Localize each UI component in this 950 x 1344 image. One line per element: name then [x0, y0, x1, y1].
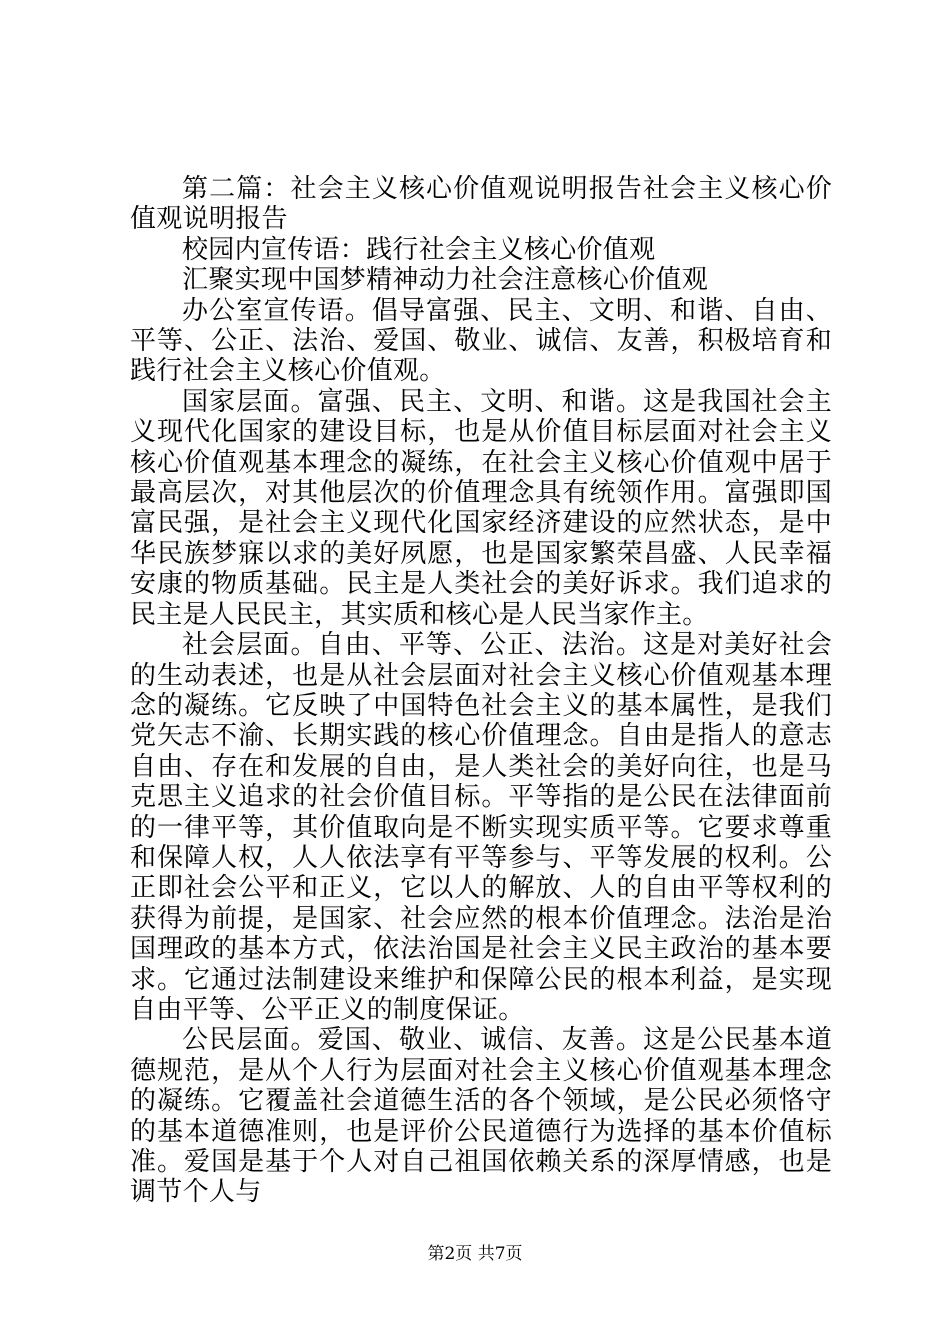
document-body [130, 174, 832, 1208]
paragraph-social-level: 社会层面。自由、平等、公正、法治。这是对美好社会的生动表述，也是从社会层面对社会主义核心价值观基本理念的凝练。它反映了中国特色社会主义的基本属性，是我们党矢志不渝、长期实践的核心价值理念。自由是指人的意志自由、存在和发展的自由，是人类社会的美好向往，也是马克思主义追求的社会价值目标。平等指的是公民在法律面前的一律平等，其价值取向是不断实现实质平等。它要求尊重和保障人权，人人依法享有平等参与、平等发展的权利。公正即社会公平和正义，它以人的解放、人的自由平等权利的获得为前提，是国家、社会应然的根本价值理念。法治是治国理政的基本方式，依法治国是社会主义民主政治的基本要求。它通过法制建设来维护和保障公民的根本利益，是实现自由平等、公平正义的制度保证。 [130, 630, 832, 1025]
page-number: 第2页 共7页 [427, 1244, 523, 1264]
paragraph-national-level: 国家层面。富强、民主、文明、和谐。这是我国社会主义现代化国家的建设目标，也是从价值目标层面对社会主义核心价值观基本理念的凝练，在社会主义核心价值观中居于最高层次，对其他层次的价值理念具有统领作用。富强即国富民强，是社会主义现代化国家经济建设的应然状态，是中华民族梦寐以求的美好夙愿，也是国家繁荣昌盛、人民幸福安康的物质基础。民主是人类社会的美好诉求。我们追求的民主是人民民主，其实质和核心是人民当家作主。 [130, 386, 832, 630]
page-footer [0, 1243, 950, 1265]
paragraph-office-slogan: 办公室宣传语。倡导富强、民主、文明、和谐、自由、平等、公正、法治、爱国、敬业、诚信、友善，积极培育和践行社会主义核心价值观。 [130, 295, 832, 387]
paragraph-title: 第二篇：社会主义核心价值观说明报告社会主义核心价值观说明报告 [130, 174, 832, 235]
paragraph-slogan-2: 汇聚实现中国梦精神动力社会注意核心价值观 [182, 265, 709, 296]
paragraph-citizen-level: 公民层面。爱国、敬业、诚信、友善。这是公民基本道德规范，是从个人行为层面对社会主义核心价值观基本理念的凝练。它覆盖社会道德生活的各个领域，是公民必须恪守的基本道德准则，也是评价公民道德行为选择的基本价值标准。爱国是基于个人对自己祖国依赖关系的深厚情感，也是调节个人与 [130, 1025, 832, 1208]
paragraph-campus-slogan: 校园内宣传语：践行社会主义核心价值观 [182, 234, 656, 265]
